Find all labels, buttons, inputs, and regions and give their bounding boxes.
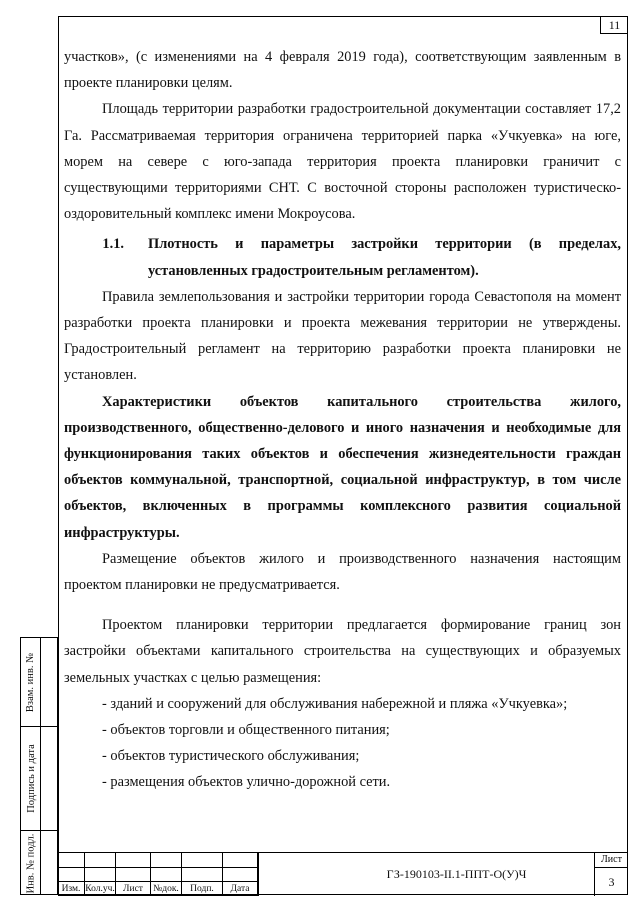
paragraph: Правила землепользования и застройки территории города Севастополя на момент разработки проекта планировки и проекта межевания территории не утверждены. Градостроительный регламент на территорию разработки проекта планировки не установлен. <box>64 288 621 384</box>
sheet-number: 3 <box>608 875 615 889</box>
section-number: 1.1. <box>102 236 124 253</box>
col-label: №док. <box>153 884 179 894</box>
spacer <box>64 598 621 612</box>
list-item: - размещения объектов улично-дорожной сети. <box>102 774 391 791</box>
col-label: Подп. <box>190 884 214 894</box>
list-item: - объектов торговли и общественного питания; <box>102 722 390 739</box>
bold-paragraph: Характеристики объектов капитального строительства жилого, производственного, общественно-делового и иного назначения и необходимые для функционирования таких объектов и обеспечения жизнедеятельности граждан объектов коммунальной, транспортной, социальной инфраструктур, в том числе объектов, включенных в программы комплексного развития социальной инфраструктуры. <box>64 393 621 541</box>
col-label: Дата <box>230 884 250 894</box>
paragraph: Проектом планировки территории предлагается формирование границ зон застройки объектами капитального строительства на существующих и образуемых земельных участках с целью размещения: <box>64 617 621 686</box>
col-label: Лист <box>123 884 143 894</box>
sheet-label: Лист <box>595 853 628 868</box>
paragraph: Площадь территории разработки градостроительной документации составляет 17,2 Га. Рассматриваемая территория ограничена территорией парка «Учкуевка» на юге, морем на севере с юго-запада территория проекта планировки граничит с существующими территориями СНТ. С восточной стороны расположен туристическо-оздоровительный комплекс имени Мокроусова. <box>64 101 621 223</box>
document-body <box>64 44 621 796</box>
col-label: Изм. <box>61 884 81 894</box>
title-block <box>58 852 628 895</box>
side-label-vzam: Взам. инв. № <box>25 652 37 712</box>
side-label-podpis: Подпись и дата <box>25 743 37 813</box>
list-item: - зданий и сооружений для обслуживания набережной и пляжа «Учкуевка»; <box>102 695 568 712</box>
document-code: ГЗ-190103-II.1-ППТ-О(У)Ч <box>258 853 640 896</box>
side-label-inv: Инв. № подл. <box>25 833 37 893</box>
sheet-cell <box>594 853 628 896</box>
section-title: Плотность и параметры застройки территории (в пределах, установленных градостроительным регламентом). <box>148 236 621 279</box>
paragraph: Размещение объектов жилого и производственного назначения настоящим проектом планировки не предусматривается. <box>64 550 621 594</box>
title-block-grid <box>58 853 258 896</box>
list-item: - объектов туристического обслуживания; <box>102 748 360 765</box>
paragraph: участков», (с изменениями на 4 февраля 2019 года), соответствующим заявленным в проекте планировки целям. <box>64 49 621 92</box>
side-stamp-strip <box>20 637 58 895</box>
section-heading <box>64 231 621 283</box>
corner-page-number: 11 <box>600 16 628 34</box>
col-label: Кол.уч. <box>85 884 115 894</box>
